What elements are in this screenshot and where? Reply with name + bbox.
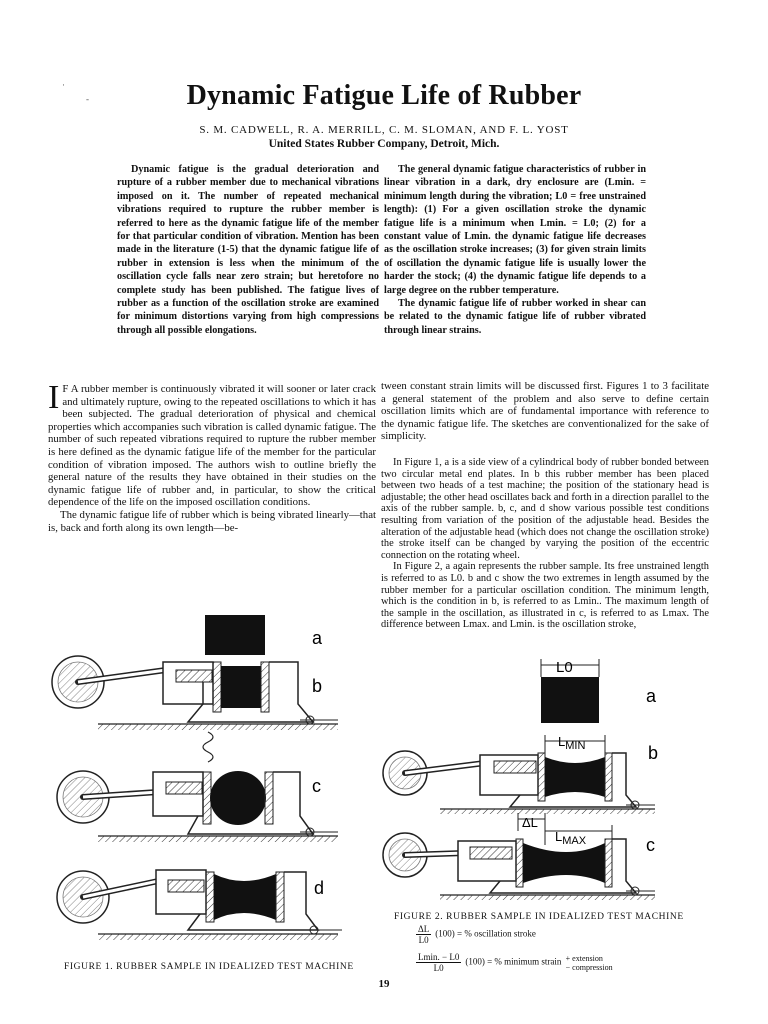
abstract-left-column xyxy=(117,163,379,337)
page-number: 19 xyxy=(378,978,390,990)
body-paragraph: The dynamic fatigue life of rubber which is being vibrated linearly—that is, back and forth along its own length—be- xyxy=(48,508,376,534)
figure-1-caption: FIGURE 1. RUBBER SAMPLE IN IDEALIZED TEST MACHINE xyxy=(64,962,354,972)
paragraph-text: F A rubber member is continuously vibrated it will sooner or later crack and ultimately rupture, owing to the repeated oscillations to which it has been subjected. The gradual deterioration of physical and chemical properties which accompanies such vibration is called dynamic fatigue. The number of such repeated vibrations required to rupture the rubber member is here defined as the dynamic fatigue life of the member for the particular condition of vibration imposed. The authors wish to outline briefly the general nature of the results they have obtained in their studies on the dynamic fatigue life of rubber and, in particular, to show the critical dependence of the life on the imposed oscillation conditions. xyxy=(48,383,376,509)
rubber-sample-c xyxy=(523,843,605,883)
body-right-column-middle xyxy=(381,457,709,631)
affiliation: United States Rubber Company, Detroit, Mich. xyxy=(268,138,500,150)
abstract-paragraph: Dynamic fatigue is the gradual deterioration and rupture of a rubber member due to mechanical vibrations imposed on it. The number of repeated mechanical vibrations required to rupture the rubber member is referred to here as the dynamic fatigue life of the member for that particular condition of vibration. Mention has been made in the literature (1-5) that the dynamic fatigue life of rubber in extension is less when the minimum of the oscillation cycle falls near zero strain; but heretofore no complete study has been published. The fatigue lives of rubber as a function of the oscillation stroke are examined for minimum distortions varying from high compressions through all possible elongations. xyxy=(117,164,379,336)
rubber-sample-d xyxy=(214,874,276,920)
fraction: $\frac{Lmin. - L0}{L0}$ xyxy=(418,952,460,973)
dimension-l-max: $L_{MAX}$ xyxy=(555,829,587,847)
label-a: a xyxy=(312,628,323,648)
label-a: a xyxy=(646,686,657,706)
figure-2-diagram xyxy=(380,655,680,905)
label-c: c xyxy=(312,776,321,796)
rubber-sample-c xyxy=(210,771,266,825)
body-right-column-top xyxy=(381,380,709,443)
machine-b xyxy=(52,656,338,730)
rubber-sample-a xyxy=(541,677,599,723)
rubber-sample-b xyxy=(221,666,261,708)
fraction: $\frac{\Delta L}{L0}$ xyxy=(418,924,430,945)
sign-legend: + extension − compression xyxy=(565,953,613,972)
label-b: b xyxy=(648,743,659,763)
spring-symbol xyxy=(203,732,213,762)
body-left-column xyxy=(48,379,376,534)
figure-1-diagram xyxy=(38,612,358,957)
abstract-right-column xyxy=(384,163,646,337)
formula-oscillation-stroke: $\frac{\Delta L}{L0}$ (100) = % oscillation stroke xyxy=(418,924,536,945)
machine-c xyxy=(383,833,655,900)
label-b: b xyxy=(312,676,323,696)
rubber-sample-a xyxy=(205,615,265,655)
dimension-l0: L0 xyxy=(556,659,573,676)
body-paragraph xyxy=(48,379,376,509)
dimension-delta-l: ΔL xyxy=(522,815,538,830)
body-paragraph: tween constant strain limits will be discussed first. Figures 1 to 3 facilitate a general statement of the problem and also serve to define certain oscillation limits which are of fundamental importance with reference to the dynamic fatigue life. The sketches are conventionalized for the sake of simplicity. xyxy=(381,380,709,443)
drop-cap: I xyxy=(48,379,60,416)
body-paragraph: In Figure 1, a is a side view of a cylindrical body of rubber bonded between two circular metal end plates. In b this rubber member has been placed between two heads of a test machine; the position of the stationary head is adjustable; the other head oscillates back and forth in a direction parallel to the axis of the rubber sample. b, c, and d show various possible test conditions resulting from variation of the position of the adjustable head. Besides the alteration of the adjustable head (which does not change the oscillation stroke) the stroke itself can be changed by varying the position of the eccentric connection on the rotating wheel. xyxy=(381,457,709,561)
body-paragraph: In Figure 2, a again represents the rubber sample. Its free unstrained length is referred to as L0. b and c show the two extremes in length assumed by the rubber member for a particular oscillation condition. The minimum length, which is the condition in b, is referred to as Lmin.. The maximum length of the sample in the oscillation, as illustrated in c, is referred to as Lmax. The difference between Lmax. and Lmin. is the oscillation stroke, xyxy=(381,561,709,631)
label-d: d xyxy=(314,878,325,898)
machine-d xyxy=(57,870,342,940)
machine-c xyxy=(57,771,338,842)
dimension-l-min: $L_{MIN}$ xyxy=(558,734,586,752)
paper-title: Dynamic Fatigue Life of Rubber xyxy=(186,80,582,111)
scan-speck: - xyxy=(86,94,89,104)
abstract-paragraph: The general dynamic fatigue characteristics of rubber in linear vibration in a dark, dry enclosure are (Lmin. = minimum length during the vibration; L0 = free unstrained length): (1) For a given oscillation stroke the dynamic fatigue life is a minimum when Lmin. = L0; (2) for a constant value of Lmin. the dynamic fatigue life decreases as the oscillation stroke increases; (3) for given strain limits of oscillation the dynamic fatigue life is usually lower the harder the stock; (4) the dynamic fatigue life depends to a large degree on the rubber temperature. xyxy=(384,164,646,296)
figure-2-caption: FIGURE 2. RUBBER SAMPLE IN IDEALIZED TEST MACHINE xyxy=(394,912,684,922)
rubber-sample-b xyxy=(545,757,605,797)
scan-speck: · xyxy=(62,80,65,90)
machine-b xyxy=(383,751,655,814)
author-list: S. M. CADWELL, R. A. MERRILL, C. M. SLOMAN, AND F. L. YOST xyxy=(199,124,569,136)
formula-minimum-strain: $\frac{Lmin. - L0}{L0}$ (100) = % minimum strain + extension − compression xyxy=(418,952,613,973)
label-c: c xyxy=(646,835,655,855)
abstract-paragraph: The dynamic fatigue life of rubber worked in shear can be related to the dynamic fatigue life of rubber vibrated through linear strains. xyxy=(384,298,646,336)
